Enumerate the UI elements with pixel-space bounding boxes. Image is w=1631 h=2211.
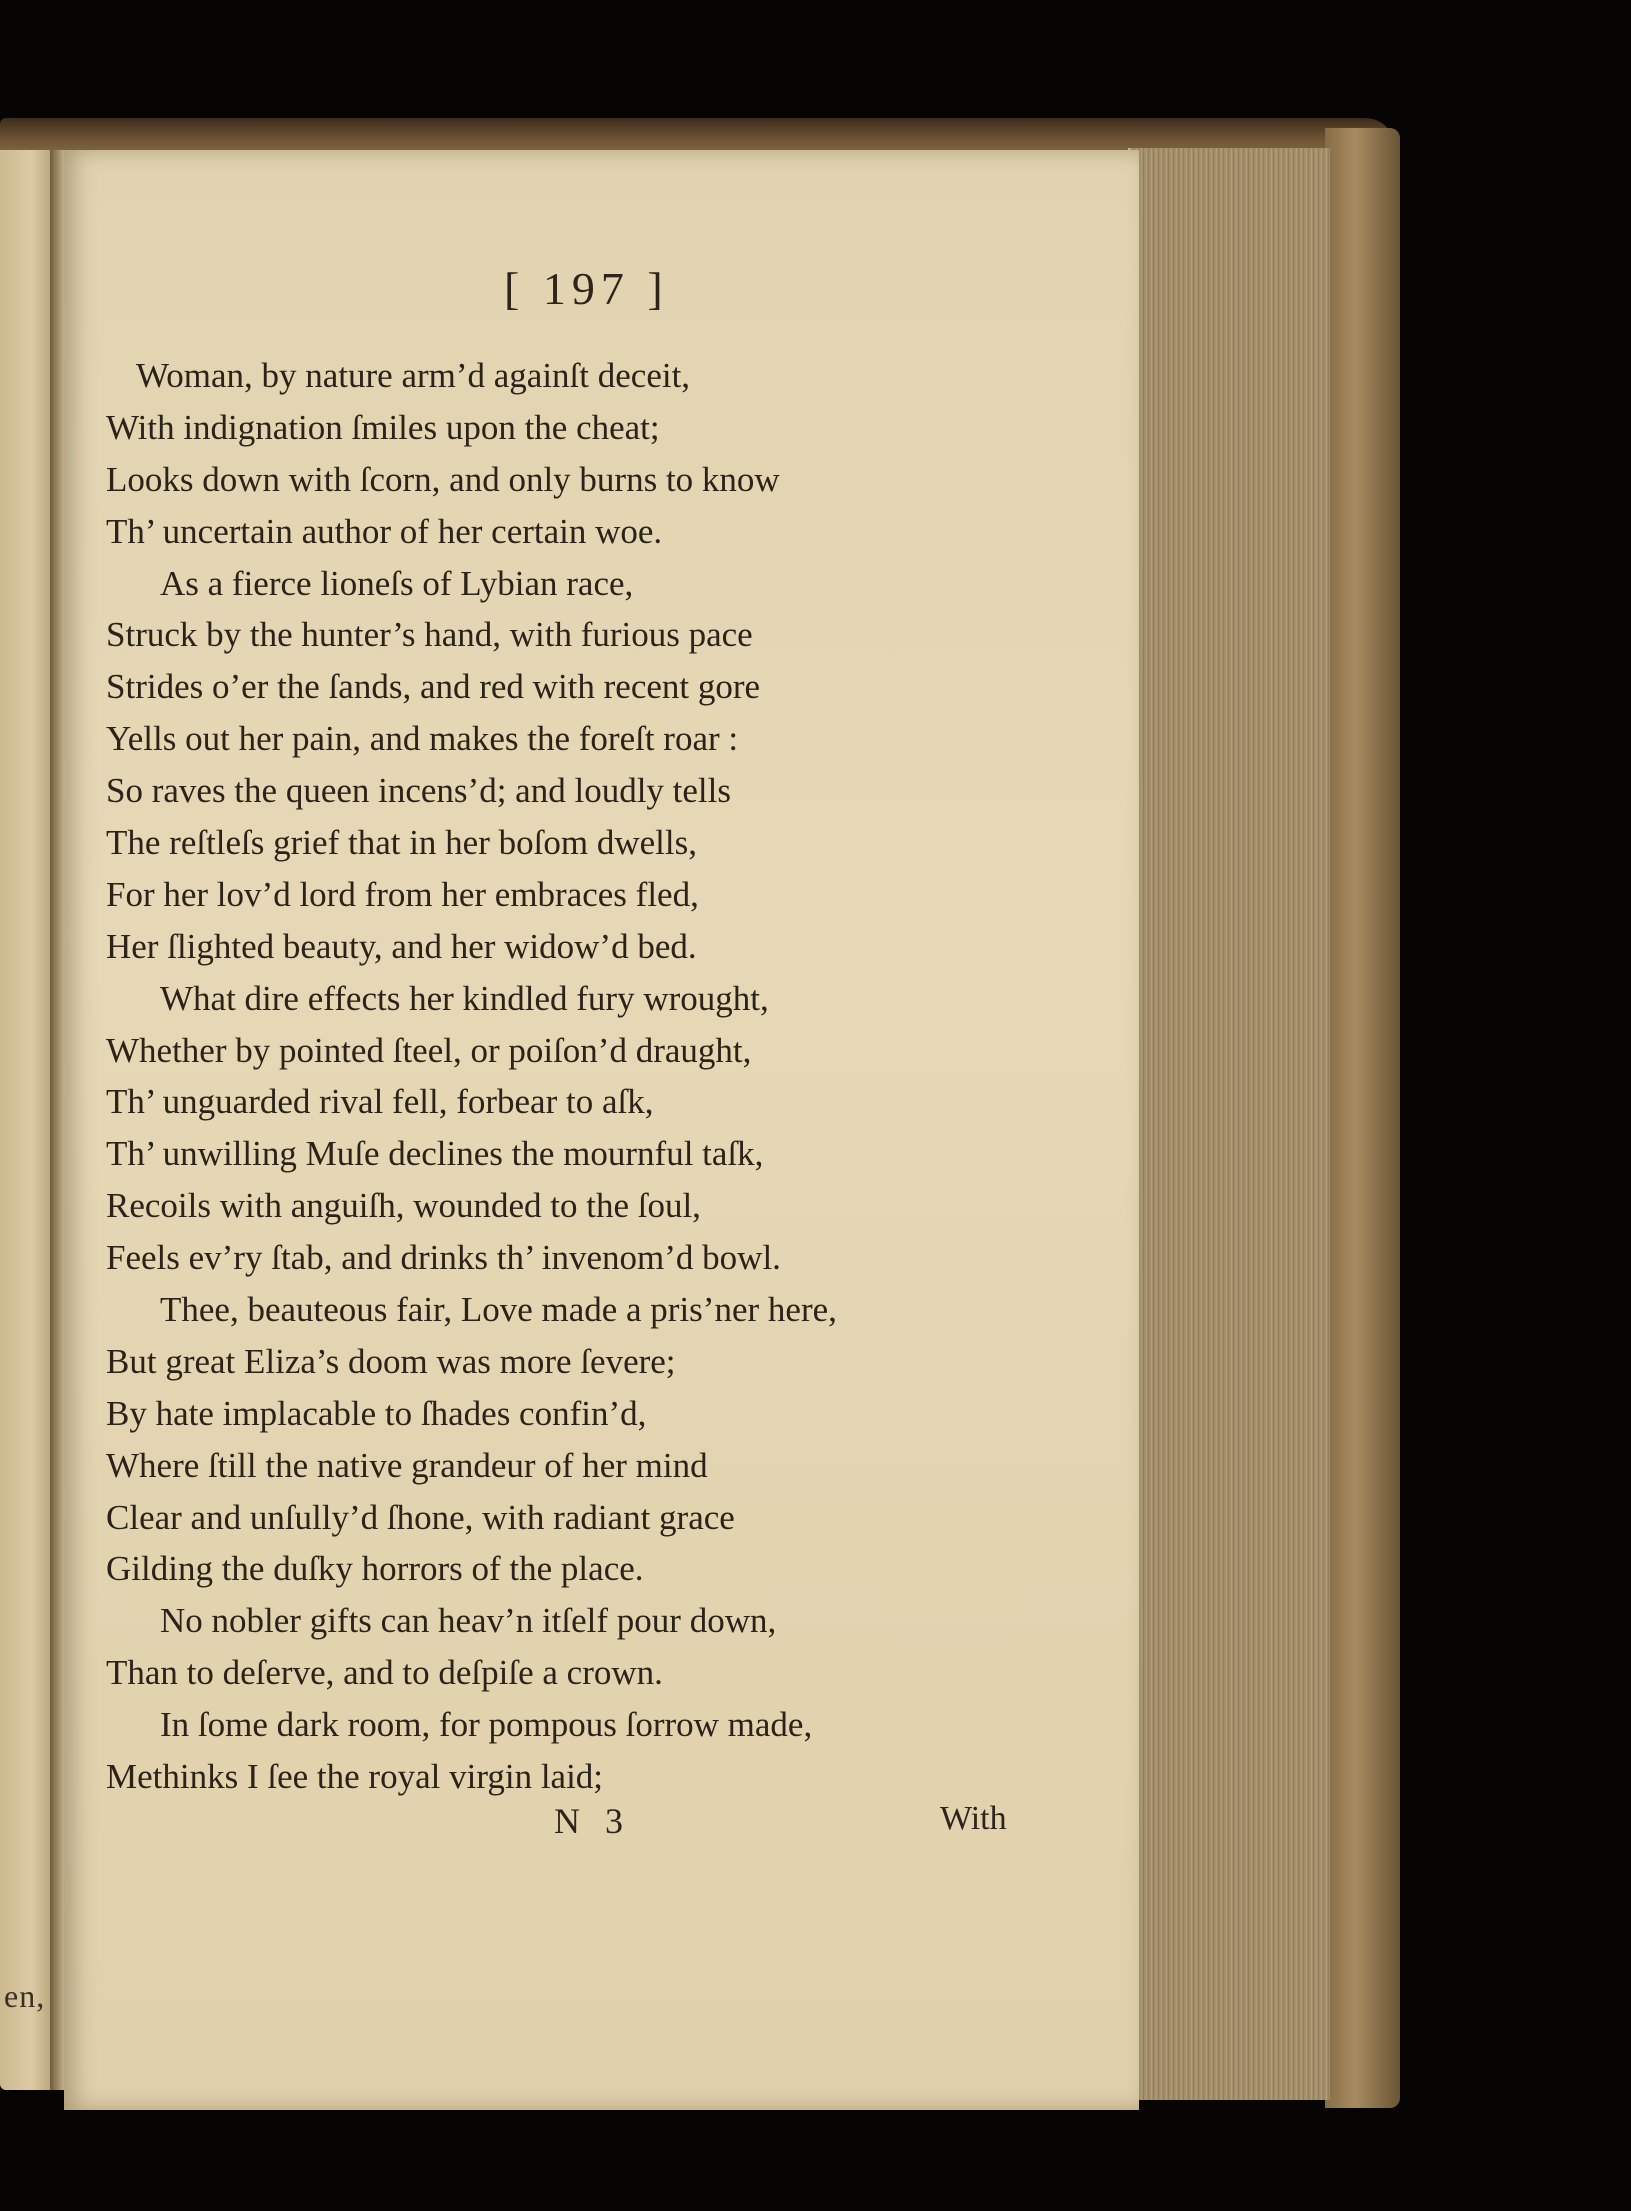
poem-line: By hate implacable to ſhades confin’d, <box>106 1393 647 1433</box>
poem-line: Th’ uncertain author of her certain woe. <box>106 511 663 551</box>
poem-line: Clear and unſully’d ſhone, with radiant grace <box>106 1497 735 1537</box>
poem-line: Whether by pointed ſteel, or poiſon’d draught, <box>106 1030 752 1070</box>
poem-line: Recoils with anguiſh, wounded to the ſoul, <box>106 1186 701 1226</box>
poem-line: Looks down with ſcorn, and only burns to know <box>106 459 780 499</box>
poem-line: Woman, by nature arm’d againſt deceit, <box>136 356 691 395</box>
poem-line: Her ſlighted beauty, and her widow’d bed. <box>106 926 697 966</box>
poem-line: Thee, beauteous fair, Love made a pris’ner here, <box>160 1290 837 1330</box>
poem-line: Methinks I ſee the royal virgin laid; <box>106 1757 604 1797</box>
poem-line: Th’ unwilling Muſe declines the mournful taſk, <box>106 1134 764 1174</box>
poem-line: Th’ unguarded rival fell, forbear to aſk, <box>106 1082 654 1122</box>
signature-mark: N 3 <box>554 1801 631 1841</box>
poem-line: Than to deſerve, and to deſpiſe a crown. <box>106 1653 663 1693</box>
poem-line: So raves the queen incens’d; and loudly tells <box>106 771 731 811</box>
poem-line: But great Eliza’s doom was more ſevere; <box>106 1341 676 1381</box>
poem-line: With indignation ſmiles upon the cheat; <box>106 407 660 447</box>
poem-line: As a fierce lioneſs of Lybian race, <box>160 563 634 603</box>
poem-line: In ſome dark room, for pompous ſorrow made, <box>160 1705 813 1745</box>
poem-line: No nobler gifts can heav’n itſelf pour down, <box>160 1601 777 1641</box>
book-cover-right <box>1325 128 1400 2108</box>
facing-page <box>0 150 52 2090</box>
poem-line: Strides o’er the ſands, and red with recent gore <box>106 667 761 707</box>
poem-line: For her lov’d lord from her embraces fled, <box>106 874 699 914</box>
catchword: With <box>940 1800 1007 1837</box>
page-edges <box>1128 148 1330 2100</box>
poem-text <box>106 350 1116 1803</box>
poem-line: Where ſtill the native grandeur of her mind <box>106 1445 708 1485</box>
page-text-block <box>64 150 1139 2110</box>
poem-line: The reſtleſs grief that in her boſom dwells, <box>106 823 697 863</box>
page-number-header: [ 197 ] <box>504 263 669 314</box>
facing-page-fragment: en, <box>4 1978 46 2014</box>
poem-line: Struck by the hunter’s hand, with furious pace <box>106 615 753 655</box>
poem-line: Feels ev’ry ſtab, and drinks th’ invenom’d bowl. <box>106 1238 781 1278</box>
poem-line: Gilding the duſky horrors of the place. <box>106 1549 644 1589</box>
poem-line: Yells out her pain, and makes the foreſt roar : <box>106 719 739 759</box>
poem-line: What dire effects her kindled fury wrought, <box>160 978 769 1018</box>
